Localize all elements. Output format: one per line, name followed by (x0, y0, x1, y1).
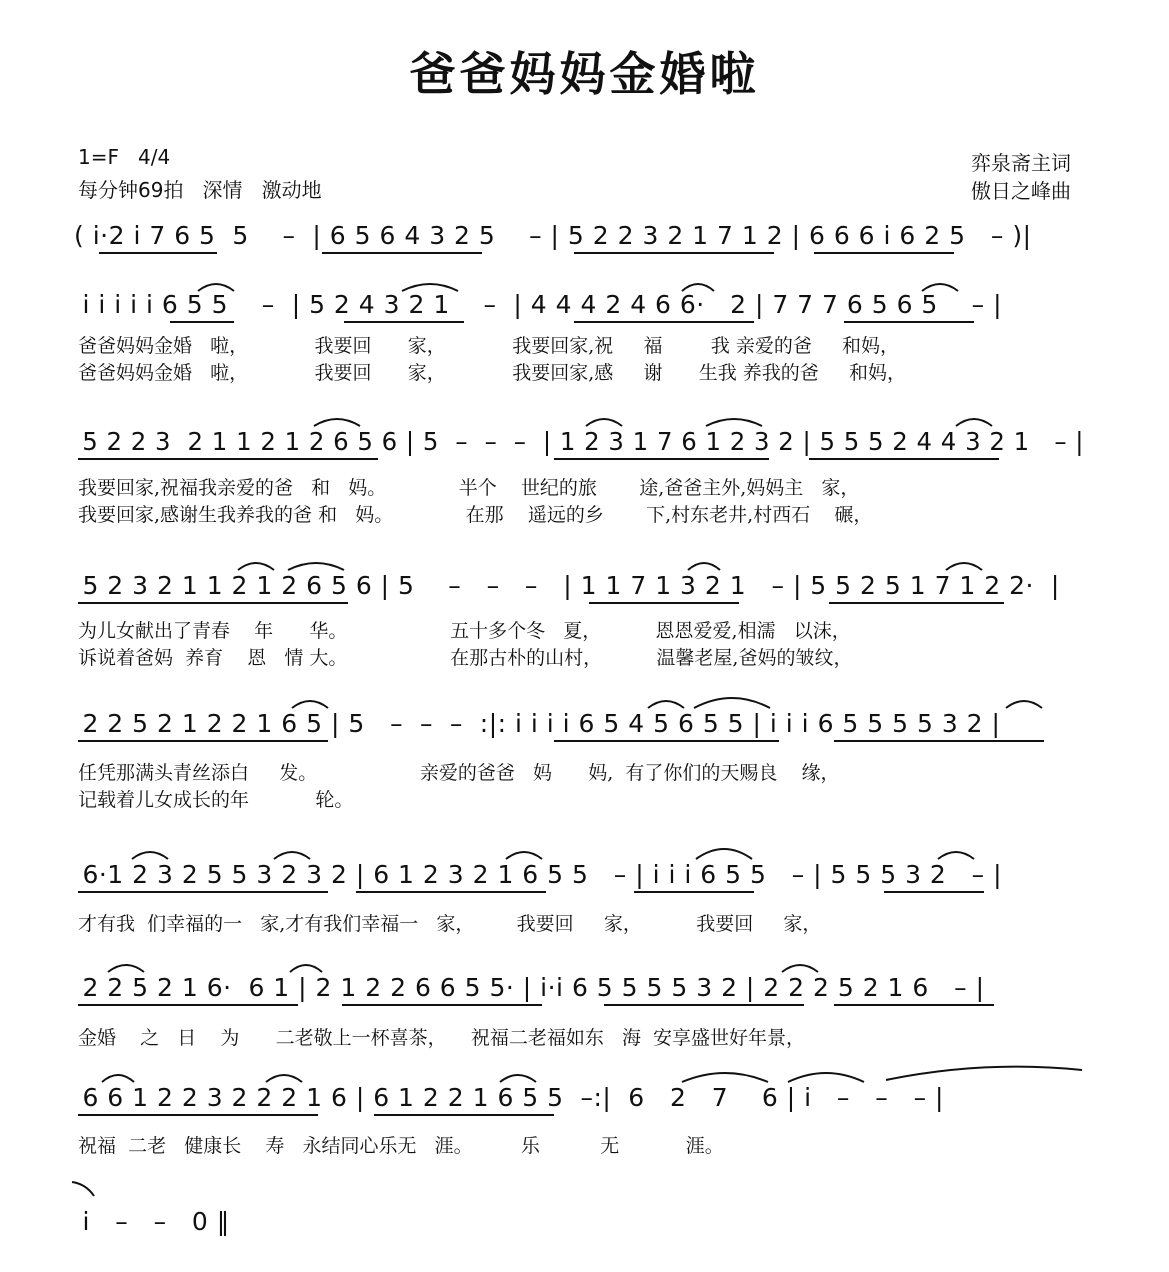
beam (834, 1004, 994, 1006)
beam (322, 252, 482, 254)
lyric-verse-1: 爸爸妈妈金婚 啦， 我要回 家， 我要回家,祝 福 我 亲爱的爸 和妈， (78, 335, 900, 357)
beam (342, 1004, 542, 1006)
slur (130, 847, 170, 861)
beam (554, 458, 769, 460)
lyric-verse-1: 为儿女献出了青春 年 华。 五十多个冬 夏， 恩恩爱爱,相濡 以沫， (78, 620, 851, 642)
notation-line: i i i i i 6 5 5 – | 5 2 4 3 2 1 – | 4 4 4 2 4 6 6· 2 | 7 7 7 6 5 6 5 – | (74, 290, 1002, 319)
slur (264, 1070, 304, 1084)
slur (498, 1070, 538, 1084)
beam (574, 321, 754, 323)
notation-line: i – – 0 ‖ (74, 1207, 230, 1236)
lyric-verse-2: 我要回家,感谢生我养我的爸 和 妈。 在那 遥远的乡 下,村东老井,村西石 碾， (78, 504, 873, 526)
beam (78, 458, 378, 460)
beam (554, 740, 779, 742)
lyric-verse-2: 爸爸妈妈金婚 啦， 我要回 家， 我要回家,感 谢 生我 养我的爸 和妈， (78, 362, 906, 384)
slur (680, 1068, 770, 1084)
slur (290, 696, 330, 710)
beam (829, 602, 1004, 604)
beam (78, 602, 348, 604)
notation-line: ( i·2 i 7 6 5 5 – | 6 5 6 4 3 2 5 – | 5 2 2 3 2 1 7 1 2 | 6 6 6 i 6 2 5 – )| (74, 221, 1032, 250)
beam (604, 1004, 804, 1006)
beam (809, 458, 999, 460)
tie (884, 1064, 1084, 1082)
notation-line: 6·1 2 3 2 5 5 3 2 3 2 | 6 1 2 3 2 1 6 5 5 – | i i i 6 5 5 – | 5 5 5 3 2 – | (74, 860, 1003, 889)
slur (646, 696, 686, 710)
tie (70, 1180, 100, 1200)
beam (170, 321, 234, 323)
notation-line: 2 2 5 2 1 6· 6 1 | 2 1 2 2 6 6 5 5· | i·i 6 5 5 5 5 3 2 | 2 2 2 5 2 1 6 – | (74, 973, 985, 1002)
slur (954, 414, 994, 428)
beam (844, 321, 974, 323)
beam (884, 891, 984, 893)
tempo-marking: 每分钟69拍 深情 激动地 (78, 178, 322, 202)
beam (574, 252, 774, 254)
notation-line: 6 6 1 2 2 3 2 2 2 1 6 | 6 1 2 2 1 6 5 5 –:| 6 2 7 6 | i – – – | (74, 1083, 944, 1112)
lyric-verse-1: 任凭那满头青丝添白 发。 亲爱的爸爸 妈 妈, 有了你们的天赐良 缘， (78, 762, 840, 784)
composer-credit: 傲日之峰曲 (971, 179, 1071, 203)
slur (780, 960, 820, 974)
slur (786, 1068, 866, 1084)
beam (78, 891, 328, 893)
beam (634, 891, 754, 893)
slur (272, 847, 312, 861)
lyric-verse-1: 我要回家,祝福我亲爱的爸 和 妈。 半个 世纪的旅 途,爸爸主外,妈妈主 家， (78, 477, 860, 499)
beam (344, 321, 464, 323)
slur (196, 279, 236, 293)
beam (834, 740, 1044, 742)
slur (584, 414, 624, 428)
beam (78, 740, 328, 742)
key-time-signature: 1=F 4/4 (78, 145, 171, 169)
slur (400, 279, 460, 293)
beam (374, 1114, 554, 1116)
slur (692, 692, 772, 710)
lyric-verse-1: 才有我 们幸福的一 家,才有我们幸福一 家， 我要回 家， 我要回 家， (78, 913, 822, 935)
slur (936, 847, 976, 861)
song-title: 爸爸妈妈金婚啦 (409, 47, 760, 101)
beam (78, 1004, 298, 1006)
slur (686, 558, 722, 572)
beam (78, 1114, 318, 1116)
lyric-verse-1: 金婚 之 日 为 二老敬上一杯喜茶， 祝福二老福如东 海 安享盛世好年景， (78, 1027, 806, 1049)
slur (100, 1070, 136, 1084)
lyric-verse-1: 祝福 二老 健康长 寿 永结同心乐无 涯。 乐 无 涯。 (78, 1135, 724, 1157)
slur (1004, 696, 1044, 710)
beam (589, 602, 739, 604)
slur (944, 558, 984, 572)
slur (106, 960, 146, 974)
slur (312, 414, 362, 428)
slur (920, 279, 960, 293)
notation-line: 5 2 2 3 2 1 1 2 1 2 6 5 6 | 5 – – – | 1 2 3 1 7 6 1 2 3 2 | 5 5 5 2 4 4 3 2 1 – | (74, 427, 1084, 456)
slur (286, 558, 346, 572)
lyricist-credit: 弈泉斋主词 (971, 151, 1071, 175)
slur (704, 414, 764, 428)
slur (504, 847, 544, 861)
notation-line: 5 2 3 2 1 1 2 1 2 6 5 6 | 5 – – – | 1 1 7 1 3 2 1 – | 5 5 2 5 1 7 1 2 2· | (74, 571, 1060, 600)
notation-line: 2 2 5 2 1 2 2 1 6 5 | 5 – – – :|: i i i i 6 5 4 5 6 5 5 | i i i 6 5 5 5 5 3 2 | (74, 709, 1001, 738)
slur (694, 843, 754, 861)
beam (99, 252, 217, 254)
lyric-verse-2: 诉说着爸妈 养育 恩 情 大。 在那古朴的山村， 温馨老屋,爸妈的皱纹， (78, 647, 853, 669)
slur (236, 558, 276, 572)
slur (680, 279, 716, 293)
beam (356, 891, 546, 893)
lyric-verse-2: 记载着儿女成长的年 轮。 (78, 789, 354, 811)
beam (814, 252, 954, 254)
slur (288, 960, 324, 974)
